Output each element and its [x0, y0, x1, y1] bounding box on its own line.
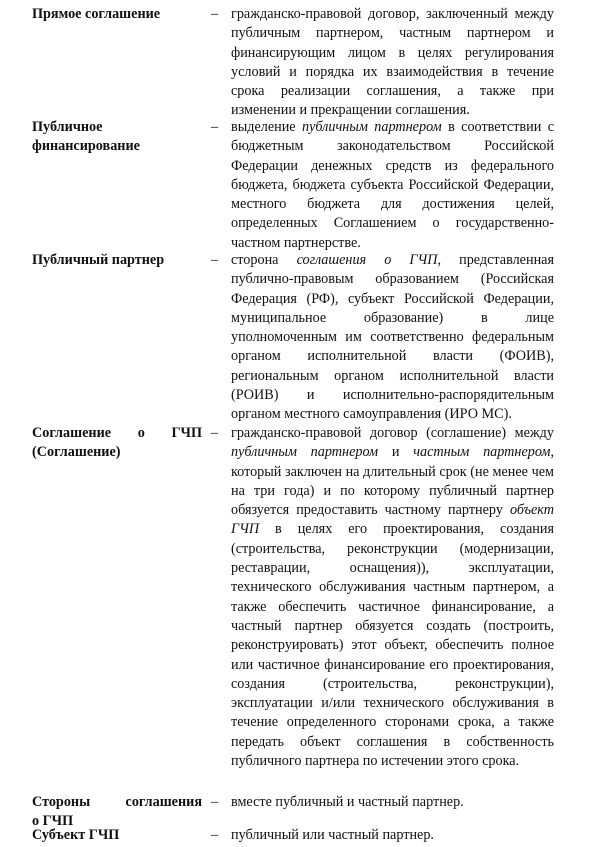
- glossary-definition: сторона соглашения о ГЧП, представленная публично-правовым образованием (Российская Федерация (РФ), субъект Российской Федерации, муниципальное образование) в лице уполномоченным им соответственно федеральным органом исполнительной власти (ФОИВ), региональным органом исполнительной власти (РОИВ) и исполнительно-распорядительным органом местного самоуправления (ИРО МС).: [231, 252, 554, 423]
- glossary-term: Субъект ГЧП: [32, 827, 120, 843]
- term-dash: –: [211, 119, 219, 135]
- term-dash: –: [211, 794, 219, 810]
- term-dash: –: [211, 827, 219, 843]
- glossary-definition: гражданско-правовой договор (соглашение) между публичным партнером и частным партнером, который заключен на длительный срок (не менее чем на три года) и по которому публичный партнер обязуется предоставить частному партнеру объект ГЧП в целях его проектирования, создания (строительства, реконструкции (модернизации, реставрации, оснащения)), эксплуатации, технического обслуживания частным партнером, а также обеспечить частичное финансирование, а частный партнер обязуется создать (построить, реконструировать) этот объект, обеспечить полное или частичное финансирование его проектирования, создания (строительства, реконструкции), эксплуатации и/или технического обслуживания в течение определенного сторонами срока, а также передать объект соглашения в собственность публичного партнера по истечении этого срока.: [231, 425, 554, 770]
- glossary-definition: вместе публичный и частный партнер.: [231, 794, 464, 810]
- glossary-term: Соглашение о ГЧП (Соглашение): [32, 425, 202, 461]
- term-dash: –: [211, 425, 219, 441]
- term-dash: –: [211, 252, 219, 268]
- term-dash: –: [211, 6, 219, 22]
- glossary-definition: выделение публичным партнером в соответствии с бюджетным законодательством Российской Федерации денежных средств из федерального бюджета, бюджета субъекта Российской Федерации, местного бюджета для достижения целей, определенных Соглашением о государственно-частном партнерстве.: [231, 119, 554, 251]
- glossary-definition: гражданско-правовой договор, заключенный между публичным партнером, частным партнером и финансирующим лицом в целях регулирования условий и порядка их взаимодействия в течение срока реализации соглашения, а также при изменении и прекращении соглашения.: [231, 6, 554, 119]
- glossary-term: Публичное финансирование: [32, 119, 140, 155]
- glossary-term: Стороны соглашения о ГЧП: [32, 794, 202, 830]
- glossary-definition: публичный или частный партнер.: [231, 827, 434, 843]
- glossary-term: Публичный партнер: [32, 252, 165, 268]
- glossary-term: Прямое соглашение: [32, 6, 161, 22]
